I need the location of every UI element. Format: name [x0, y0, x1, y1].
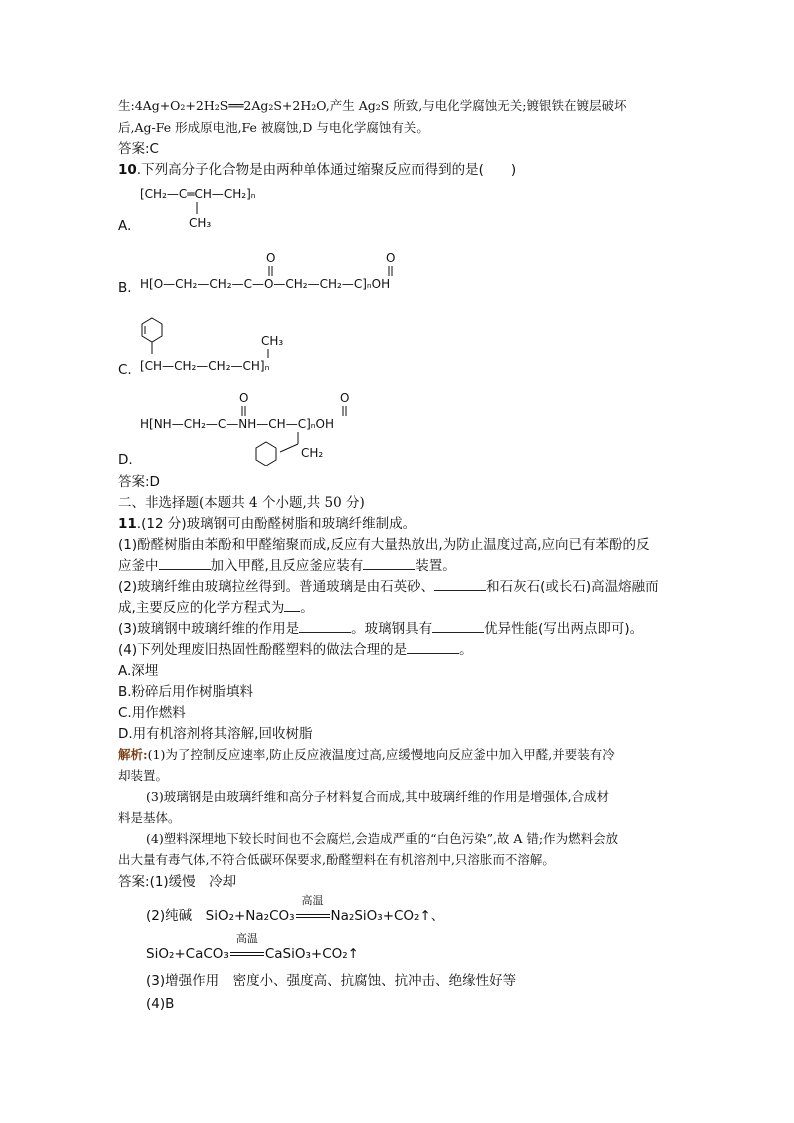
- prev-analysis-line-1: 生:4Ag+O₂+2H₂S══2Ag₂S+2H₂O,产生 Ag₂S 所致,与电化学腐蚀无关;镀银铁在镀层破坏: [118, 98, 627, 113]
- fill-blank[interactable]: [432, 620, 484, 633]
- prev-answer: 答案:C: [118, 141, 159, 157]
- q10-option-c-label: C.: [118, 362, 132, 378]
- q11-part1-line1: (1)酚醛树脂由苯酚和甲醛缩聚而成,反应有大量热放出,为防止温度过高,应向已有苯酚的反: [118, 537, 650, 553]
- q10-answer: 答案:D: [118, 474, 160, 490]
- q11-part3: (3)玻璃钢中玻璃纤维的作用是 。玻璃钢具有 优异性能(写出两点即可)。: [118, 621, 644, 637]
- q10-option-c-structure: [118, 312, 338, 378]
- q11-part1-line2: 应釜中 加入甲醛,且反应釜应装有 装置。: [118, 558, 456, 574]
- q11-choice-b: B.粉碎后用作树脂填料: [118, 684, 254, 700]
- answer-line-2: (2)纯碱 SiO₂+Na₂CO₃ 高温 Na₂SiO₃+CO₂↑、: [146, 894, 445, 924]
- q11-choice-a: A.深埋: [118, 663, 159, 679]
- analysis-line-2: 却装置。: [118, 768, 169, 783]
- fill-blank[interactable]: [299, 620, 351, 633]
- q11-part2-line1: (2)玻璃纤维由玻璃拉丝得到。普通玻璃是由石英砂、 和石灰石(或长石)高温熔融而: [118, 579, 659, 595]
- answer-line-3: SiO₂+CaCO₃ 高温 CaSiO₃+CO₂↑: [146, 932, 359, 962]
- q10-option-a-structure: [118, 180, 318, 232]
- q11-number: 11: [118, 516, 137, 532]
- benzene-ring-icon: [256, 442, 276, 466]
- analysis-line-6: 出大量有毒气体,不符合低碳环保要求,酚醛塑料在有机溶剂中,只溶胀而不溶解。: [118, 852, 555, 867]
- option-d-main-chain: H[NH—CH₂—C—NH—CH—C]ₙOH: [140, 417, 335, 431]
- option-a-main-chain: [CH₂—C═CH—CH₂]ₙ: [140, 187, 256, 201]
- option-c-main-chain: [CH—CH₂—CH₂—CH]ₙ: [140, 359, 270, 373]
- fill-blank[interactable]: [284, 599, 300, 612]
- option-d-carbonyl-o-2: O: [340, 391, 350, 405]
- q11-part2-line2: 成,主要反应的化学方程式为 。: [118, 600, 314, 616]
- analysis-line-3: (3)玻璃钢是由玻璃纤维和高分子材料复合而成,其中玻璃纤维的作用是增强体,合成材: [146, 789, 610, 804]
- option-a-methyl: CH₃: [189, 216, 212, 230]
- analysis-line-5: (4)塑料深埋地下较长时间也不会腐烂,会造成严重的“白色污染”,故 A 错;作为燃料会放: [146, 831, 619, 846]
- q10-option-b-label: B.: [118, 280, 132, 296]
- fill-blank[interactable]: [363, 557, 415, 570]
- answer-line-1: 答案:(1)缓慢 冷却: [118, 874, 237, 890]
- q10-number: 10: [118, 162, 137, 178]
- q11-head: [118, 514, 416, 534]
- fill-blank[interactable]: [407, 641, 459, 654]
- option-b-carbonyl-o-2: O: [386, 251, 396, 265]
- q10-stem: [118, 160, 516, 180]
- fill-blank[interactable]: [159, 557, 211, 570]
- analysis-line-1: 解析:(1)为了控制反应速率,防止反应液温度过高,应缓慢地向反应釜中加入甲醛,并要装有冷: [118, 747, 615, 762]
- q10-option-d-label: D.: [118, 452, 133, 468]
- option-b-main-chain: H[O—CH₂—CH₂—C—O—CH₂—CH₂—C]ₙOH: [140, 277, 391, 291]
- option-b-carbonyl-o-1: O: [266, 251, 276, 265]
- section-heading: 二、非选择题(本题共 4 个小题,共 50 分): [118, 495, 365, 511]
- q11-choice-d: D.用有机溶剂将其溶解,回收树脂: [118, 726, 313, 742]
- analysis-label: 解析:: [118, 747, 148, 762]
- q10-stem-text: .下列高分子化合物是由两种单体通过缩聚反应而得到的是( ): [136, 162, 517, 178]
- analysis-line-4: 料是基体。: [118, 810, 181, 825]
- reaction-arrow: 高温: [229, 944, 265, 964]
- fill-blank[interactable]: [434, 578, 486, 591]
- option-c-methyl: CH₃: [261, 334, 284, 348]
- q10-option-d-structure: [118, 390, 418, 466]
- q11-head-text: .(12 分)玻璃钢可由酚醛树脂和玻璃纤维制成。: [136, 516, 417, 532]
- answer-line-4: (3)增强作用 密度小、强度高、抗腐蚀、抗冲击、绝缘性好等: [146, 973, 517, 989]
- q10-option-a-label: A.: [118, 218, 132, 234]
- option-d-carbonyl-o-1: O: [239, 391, 249, 405]
- option-d-methylene: CH₂: [301, 446, 324, 460]
- q10-option-b-structure: [118, 250, 448, 294]
- q11-part4: (4)下列处理废旧热固性酚醛塑料的做法合理的是 。: [118, 642, 473, 658]
- answer-label: 答案:: [118, 874, 150, 890]
- q11-choice-c: C.用作燃料: [118, 705, 186, 721]
- prev-analysis-line-2: 后,Ag-Fe 形成原电池,Fe 被腐蚀,D 与电化学腐蚀有关。: [118, 120, 429, 135]
- reaction-arrow: 高温: [295, 906, 331, 926]
- answer-line-5: (4)B: [146, 996, 175, 1012]
